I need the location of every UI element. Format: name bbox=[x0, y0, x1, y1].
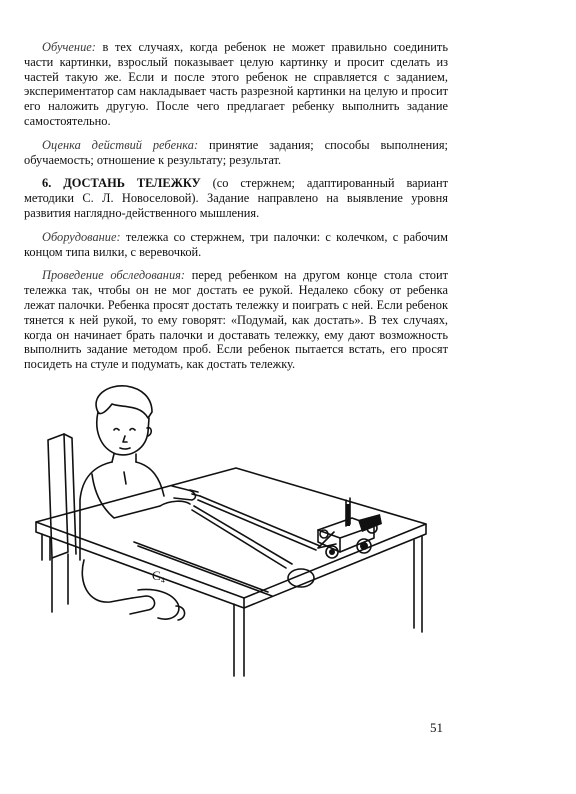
section-title: ДОСТАНЬ ТЕЛЕЖКУ bbox=[51, 176, 201, 191]
text-training: в тех случаях, когда ребенок не может правильно соединить части картинки, взрослый показывает целую картинку и просит сделать из частей такую же. Если и после этого ребенок не справляется с заданием, экспериментатор сам накладывает часть разрезной картинки на целую и просит его наложить другую. После чего предлагает ребенку выполнить задание самостоятельно. bbox=[24, 40, 448, 128]
section-heading-paragraph bbox=[24, 176, 448, 220]
chair-drawing bbox=[48, 434, 76, 612]
section-description: (со стержнем; адаптированный вариант методики С. Л. Новоселовой). Задание направлено на выявление уровня развития наглядно-действенного мышления. bbox=[24, 176, 449, 220]
paragraph-training bbox=[24, 40, 448, 129]
illustration-child-at-table bbox=[28, 382, 454, 678]
table-mark-label: C₄ bbox=[152, 568, 166, 583]
lead-in-training: Обучение: bbox=[42, 40, 96, 54]
lead-in-evaluation: Оценка действий ребенка: bbox=[42, 137, 199, 152]
text-evaluation: принятие задания; способы выполнения; обучаемость; отношение к результату; результат. bbox=[24, 137, 449, 167]
text-equipment: тележка со стержнем, три палочки: с колечком, с рабочим концом типа вилки, с веревочкой. bbox=[24, 229, 448, 259]
lead-in-procedure: Проведение обследования: bbox=[42, 268, 186, 283]
lead-in-equipment: Оборудование: bbox=[42, 229, 121, 244]
page-number: 51 bbox=[430, 720, 443, 735]
section-number: 6. bbox=[42, 176, 52, 191]
paragraph-procedure bbox=[24, 268, 448, 372]
illustration-drawing bbox=[28, 382, 454, 678]
table-drawing bbox=[36, 468, 426, 676]
body-text bbox=[24, 40, 448, 381]
paragraph-equipment bbox=[24, 230, 448, 260]
paragraph-evaluation bbox=[24, 138, 448, 168]
text-procedure: перед ребенком на другом конце стола стоит тележка так, чтобы он не мог достать ее рукой. Недалеко сбоку от ребенка лежат палочки. Ребенка просят достать тележку и поиграть с ней. Если ребенок тянется к ней рукой, то ему говорят: «Подумай, как достать». В тех случаях, когда он начинает брать палочки и доставать тележку, ему дают возможность выполнить задание методом проб. Если ребенок пытается встать, его просят посидеть на стуле и подумать, как достать тележку. bbox=[24, 268, 448, 372]
